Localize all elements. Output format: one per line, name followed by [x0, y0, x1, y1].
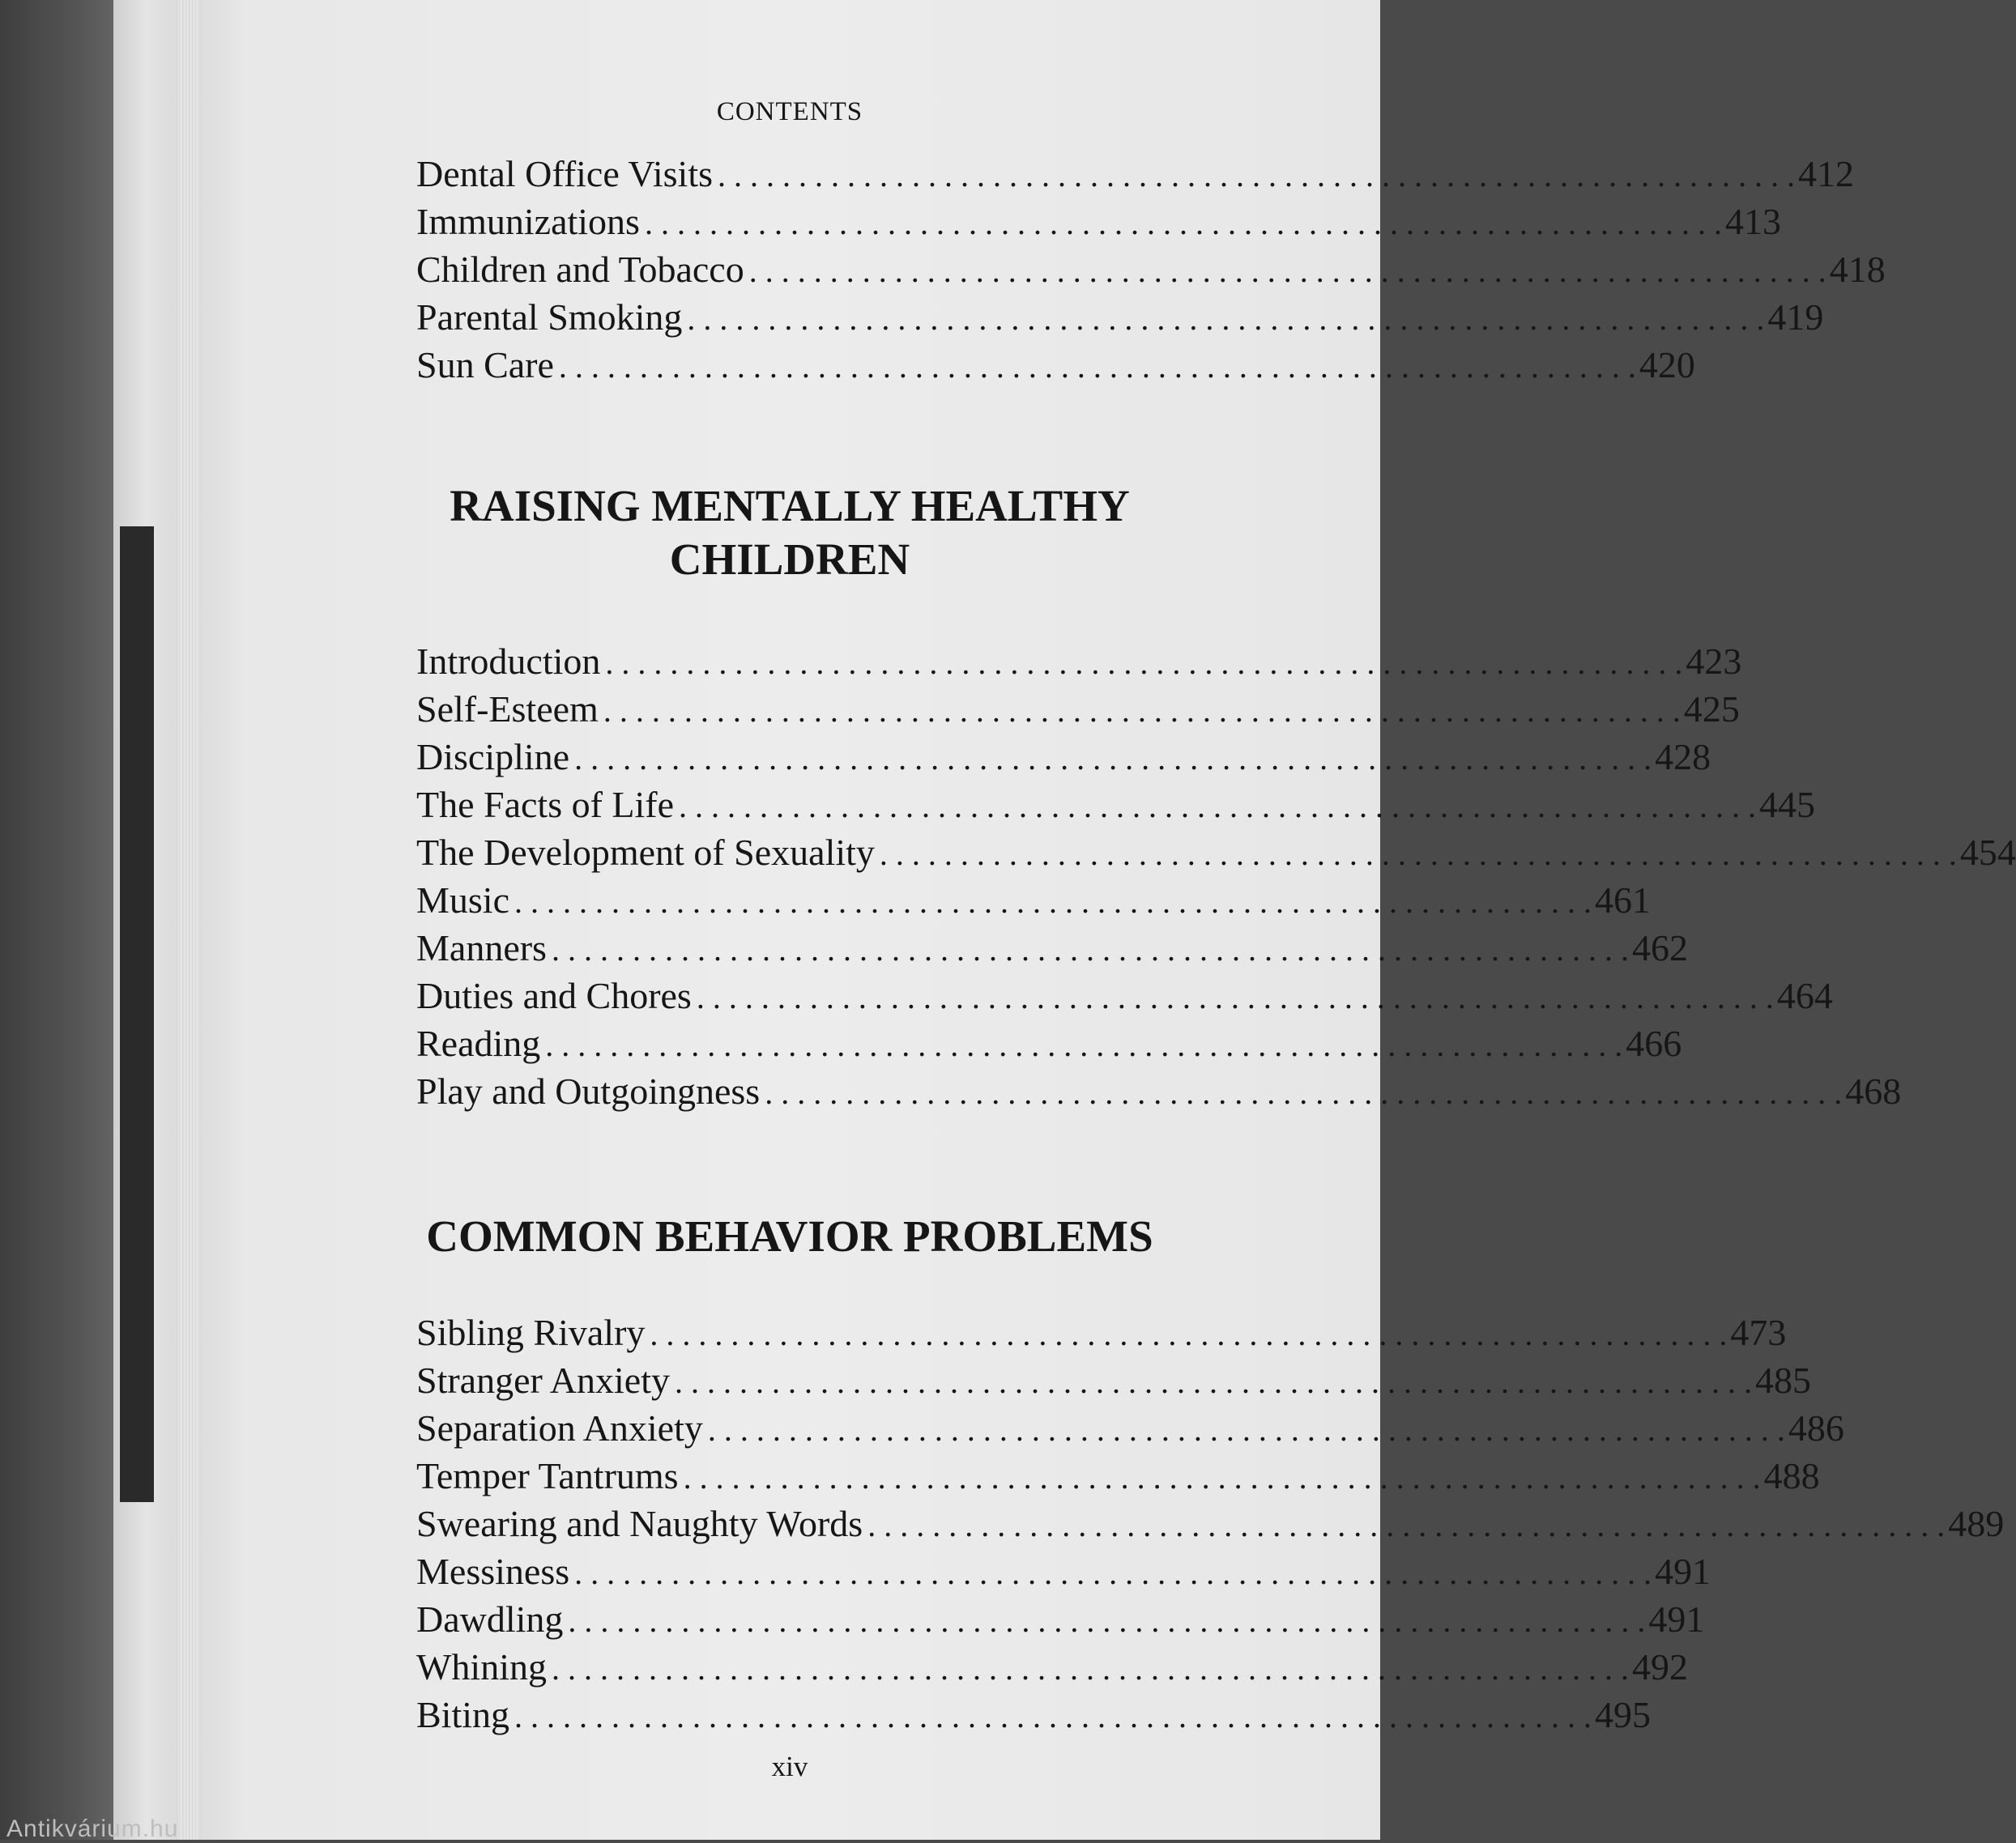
- toc-entry: [416, 1643, 1688, 1691]
- watermark: Antikvárium.hu: [6, 1815, 179, 1842]
- toc-entry-page: 485: [1755, 1360, 1811, 1401]
- dot-leader: [574, 734, 1652, 782]
- toc-top-list: [416, 150, 1886, 389]
- toc-entry-page: 468: [1845, 1070, 1902, 1112]
- section-heading-behavior-problems: [199, 1210, 1380, 1263]
- toc-entry: [416, 293, 1824, 341]
- toc-entry: [416, 1309, 1787, 1356]
- dot-leader: [514, 878, 1592, 926]
- toc-entry-title: Biting: [416, 1694, 510, 1735]
- backdrop: [0, 0, 130, 1840]
- toc-entry-page: 412: [1798, 153, 1855, 194]
- toc-entry-page: 464: [1776, 975, 1833, 1016]
- dot-leader: [552, 926, 1629, 973]
- toc-entry-page: 489: [1948, 1503, 2005, 1544]
- toc-entry-title: Sibling Rivalry: [416, 1312, 646, 1353]
- toc-entry-page: 492: [1631, 1646, 1688, 1688]
- toc-entry-title: Discipline: [416, 736, 570, 777]
- section-heading-line: RAISING MENTALLY HEALTHY: [450, 481, 1130, 530]
- toc-entry-page: 425: [1683, 688, 1740, 730]
- dot-leader: [880, 830, 1957, 878]
- page-number: xiv: [771, 1751, 808, 1782]
- toc-entry-title: Dawdling: [416, 1598, 564, 1640]
- toc-entry-page: 419: [1767, 296, 1824, 338]
- toc-mental-health-list: [416, 637, 2016, 1115]
- section-heading-line: COMMON BEHAVIOR PROBLEMS: [426, 1211, 1153, 1261]
- toc-entry: [416, 924, 1688, 972]
- dot-leader: [552, 1645, 1629, 1692]
- toc-entry: [416, 1452, 1820, 1500]
- dot-leader: [749, 247, 1826, 295]
- toc-entry-page: 491: [1648, 1598, 1705, 1640]
- toc-entry-title: Stranger Anxiety: [416, 1360, 670, 1401]
- toc-entry-page: 466: [1626, 1023, 1682, 1064]
- contents-page: [199, 0, 2016, 1840]
- toc-entry-page: 462: [1631, 927, 1688, 968]
- toc-entry-page: 488: [1763, 1455, 1820, 1496]
- dot-leader: [675, 1358, 1752, 1406]
- toc-entry: [416, 876, 1651, 924]
- dot-leader: [650, 1310, 1727, 1358]
- dot-leader: [684, 1454, 1761, 1501]
- dot-leader: [605, 639, 1682, 687]
- toc-entry-title: Introduction: [416, 641, 601, 682]
- toc-entry-title: Self-Esteem: [416, 688, 599, 730]
- dot-leader: [679, 782, 1756, 830]
- toc-entry: [416, 1067, 1902, 1115]
- toc-entry: [416, 1691, 1652, 1739]
- toc-entry-title: Manners: [416, 927, 547, 968]
- toc-entry-title: Swearing and Naughty Words: [416, 1503, 863, 1544]
- toc-entry-page: 420: [1639, 344, 1695, 385]
- toc-entry-title: Dental Office Visits: [416, 153, 714, 194]
- dot-leader: [645, 199, 1722, 247]
- toc-entry-title: The Facts of Life: [416, 784, 675, 825]
- toc-entry-page: 413: [1724, 201, 1781, 242]
- section-heading-line: CHILDREN: [669, 534, 910, 584]
- toc-entry-page: 454: [1959, 832, 2016, 873]
- dot-leader: [574, 1549, 1652, 1597]
- toc-entry-page: 445: [1759, 784, 1816, 825]
- toc-entry: [416, 1547, 1711, 1595]
- toc-entry: [416, 972, 1833, 1019]
- toc-entry: [416, 733, 1711, 781]
- toc-entry: [416, 1595, 1705, 1643]
- toc-entry-title: Music: [416, 879, 509, 921]
- toc-entry-title: Duties and Chores: [416, 975, 692, 1016]
- toc-entry-title: Separation Anxiety: [416, 1407, 703, 1449]
- dot-leader: [687, 295, 1764, 343]
- toc-entry-title: Temper Tantrums: [416, 1455, 679, 1496]
- toc-entry-title: The Development of Sexuality: [416, 832, 875, 873]
- toc-entry: [416, 637, 1742, 685]
- toc-entry-page: 418: [1829, 249, 1886, 290]
- dot-leader: [697, 973, 1774, 1021]
- toc-entry: [416, 341, 1695, 389]
- toc-entry-page: 461: [1595, 879, 1651, 921]
- dot-leader: [765, 1069, 1842, 1117]
- dot-leader: [559, 343, 1636, 390]
- toc-entry: [416, 1500, 2005, 1547]
- toc-entry: [416, 1019, 1682, 1067]
- toc-entry: [416, 150, 1855, 198]
- toc-entry-page: 423: [1686, 641, 1742, 682]
- toc-entry-title: Parental Smoking: [416, 296, 683, 338]
- toc-entry-title: Messiness: [416, 1551, 570, 1592]
- toc-entry-page: 486: [1788, 1407, 1844, 1449]
- toc-entry: [416, 198, 1781, 245]
- dot-leader: [718, 151, 1795, 199]
- dot-leader: [568, 1597, 1645, 1645]
- dot-leader: [867, 1501, 1945, 1549]
- toc-entry-title: Reading: [416, 1023, 541, 1064]
- dot-leader: [514, 1692, 1592, 1740]
- toc-entry-title: Play and Outgoingness: [416, 1070, 761, 1112]
- dot-leader: [603, 687, 1681, 734]
- running-head: CONTENTS: [716, 97, 863, 126]
- toc-entry-title: Children and Tobacco: [416, 249, 744, 290]
- toc-entry: [416, 1356, 1811, 1404]
- dot-leader: [708, 1406, 1785, 1454]
- toc-entry-page: 491: [1655, 1551, 1711, 1592]
- toc-entry: [416, 1404, 1844, 1452]
- toc-entry-title: Immunizations: [416, 201, 640, 242]
- toc-behavior-list: [416, 1309, 2005, 1739]
- toc-entry: [416, 781, 1816, 828]
- toc-entry: [416, 685, 1740, 733]
- toc-entry-title: Sun Care: [416, 344, 554, 385]
- toc-entry-page: 473: [1730, 1312, 1787, 1353]
- toc-entry: [416, 245, 1886, 293]
- toc-entry-page: 495: [1595, 1694, 1652, 1735]
- toc-entry-title: Whining: [416, 1646, 547, 1688]
- spine-band: [120, 526, 154, 1502]
- section-heading-mental-health: [199, 479, 1380, 586]
- toc-entry-page: 428: [1655, 736, 1711, 777]
- dot-leader: [545, 1021, 1622, 1069]
- toc-entry: [416, 828, 2016, 876]
